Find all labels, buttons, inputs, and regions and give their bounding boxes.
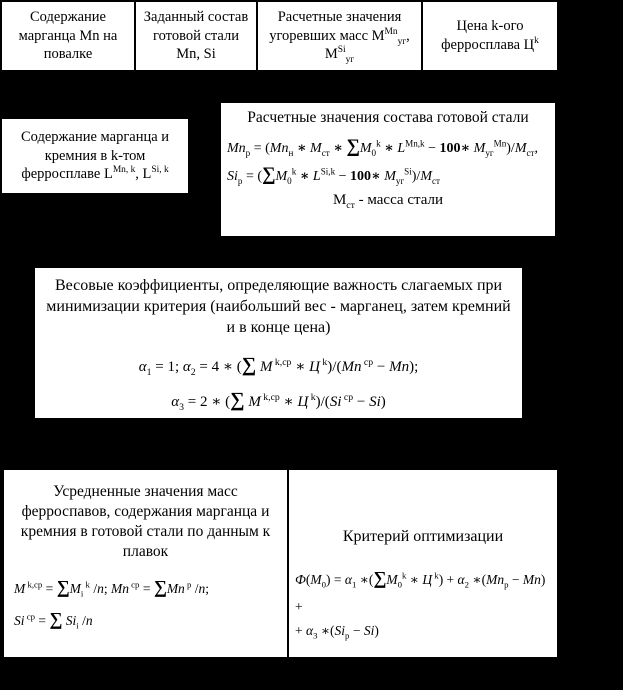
cell-ferroalloy-price-label: Цена k-ого ферросплава $Ц^k$: [441, 18, 539, 53]
formula-mn-calculated: $Mn_р = (Mn_н$ ∗ $M_{ст}$ ∗ $\sum M_0^k$ ∗ $L^{Mn,k}$ − 100∗ $M_{уг}^{Mn})/M_{ст}$,: [227, 136, 538, 158]
averaged-values-formulas: [10, 571, 281, 637]
weights-title: Весовые коэффициенты, определяющие важность слагаемых при минимизации критерия (наибольший вес - марганец, затем кремний и в конце цена): [46, 277, 511, 336]
ferroalloy-content-label: Содержание марганца и кремния в k-том ферросплаве $L^{Mn, k}$, $L^{Si, k}$: [20, 128, 170, 183]
weight-coefficients-box: [35, 268, 522, 418]
averaged-values-title: Усредненные значения масс ферроспавов, содержания марганца и кремния в готовой стали по данным к плавок: [20, 483, 271, 561]
formula-averaged-masses: M $^{k,ср} = \sum M_i$ $^k$ /n; Mn $^{ср}$ = ∑Mn $^р$ /n;: [14, 576, 210, 599]
formula-alpha1-alpha2: $\alpha_1 = 1$; $\alpha_2 = 4$ ∗ (∑ M $^{k,ср}$ ∗ Ц $^k$)/(Mn $^{ср}$ − Mn);: [138, 354, 419, 379]
bottom-row-box: [4, 470, 557, 657]
weights-formulas: [45, 348, 512, 417]
cell-target-steel-composition: [136, 2, 258, 70]
formula-alpha3: $\alpha_3 = 2$ ∗ (∑ M $^{k,ср}$ ∗ Ц $^k$)/(Si $^{ср}$ − Si): [171, 388, 386, 413]
averaged-values-box: [4, 470, 289, 657]
cell-ferroalloy-price: [423, 2, 557, 70]
formula-averaged-si: Si $^{ср}$ = ∑ $Si_i$ /n: [14, 609, 93, 632]
optimization-criterion-box: [289, 470, 557, 657]
formula-criterion: $Ф(M_0) = \alpha_1$ $∗(\sum M_0^k$ ∗ Ц $^k) + \alpha_2$ $∗(Mn_р - Mn)$ + + $\alpha_3$ $∗(Si_р - Si)$: [295, 568, 546, 641]
formula-si-calculated: $Si_р = (\sum M_0^k$ ∗ $L^{Si,k}$ − 100∗ $M_{уг}^{Si})/M_{ст}$: [227, 164, 441, 187]
top-input-row: [2, 2, 557, 70]
cell-burned-mass-label: Расчетные значения угоревших масс $М^{Mn}_{уг}$, $М^{Si}_{уг}$: [269, 8, 410, 66]
criterion-title: Критерий оптимизации: [342, 528, 504, 545]
calc-steel-title: Расчетные значения состава готовой стали: [247, 109, 529, 126]
ferroalloy-content-box: [2, 119, 188, 193]
cell-target-steel-label: Заданный состав готовой стали Mn, Si: [143, 8, 249, 63]
cell-mn-content-at-tapping: [2, 2, 136, 70]
cell-burned-mass-values: [258, 2, 423, 70]
steel-mass-note: $М_{ст}$ - масса стали: [332, 191, 444, 211]
cell-mn-content-label: Содержание марганца Mn на повалке: [18, 8, 118, 63]
calculated-steel-composition-box: [221, 103, 555, 236]
